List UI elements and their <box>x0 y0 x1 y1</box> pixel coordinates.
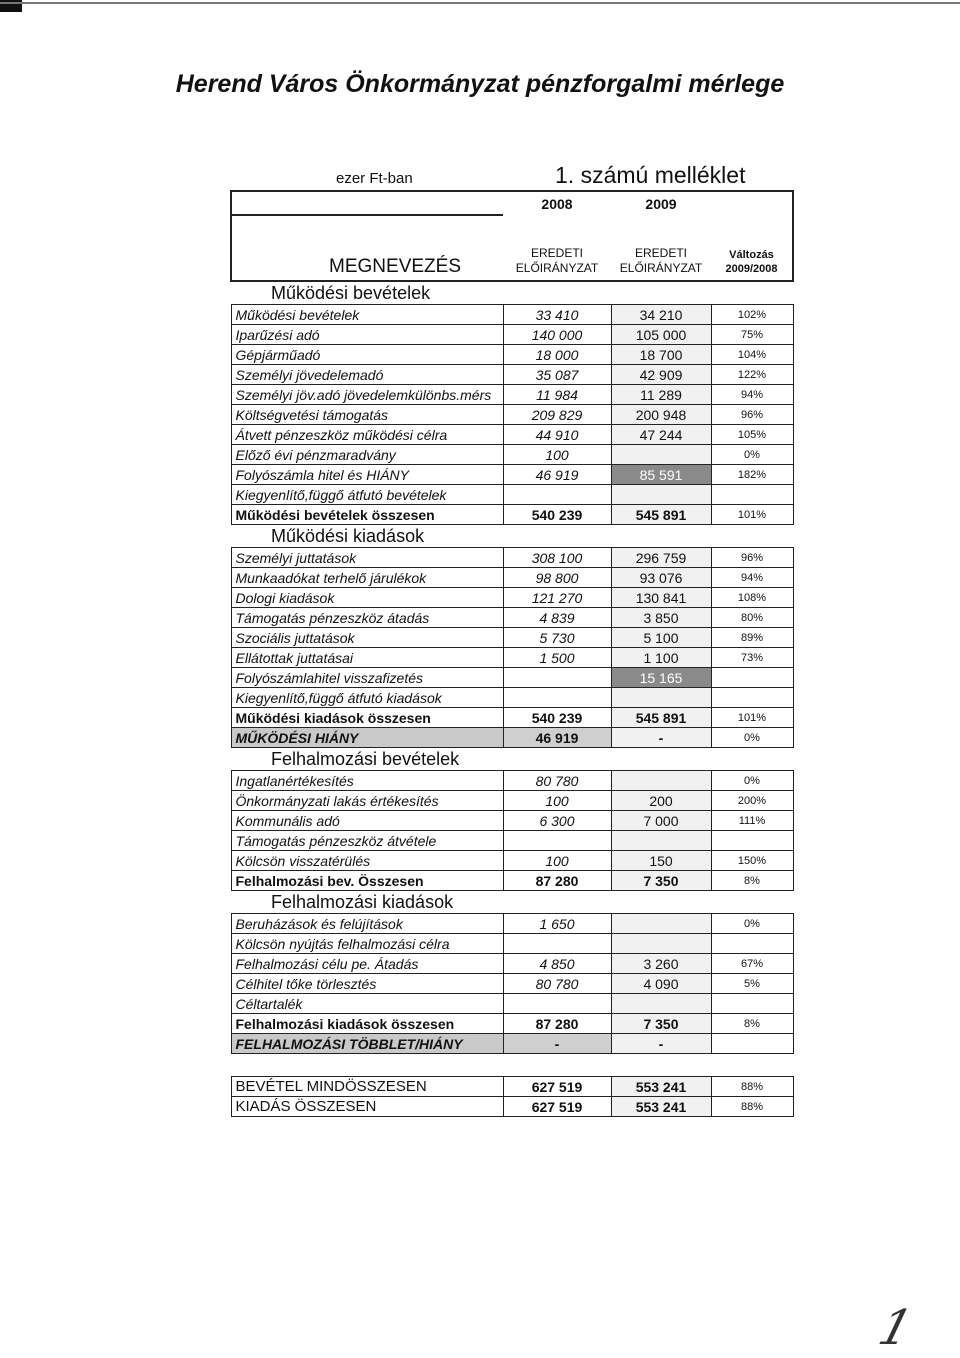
value-2009: 7 350 <box>611 1014 711 1034</box>
table-row <box>231 608 793 628</box>
change-percent: 75% <box>711 325 793 345</box>
col-2008-header: EREDETI ELŐIRÁNYZAT <box>503 215 611 281</box>
section-header <box>231 748 793 771</box>
value-2008: 4 839 <box>503 608 611 628</box>
value-2009 <box>611 771 711 791</box>
row-label: Felhalmozási kiadások összesen <box>231 1014 503 1034</box>
value-2009 <box>611 485 711 505</box>
value-2008: 11 984 <box>503 385 611 405</box>
table-row <box>231 974 793 994</box>
table-row <box>231 831 793 851</box>
change-percent: 101% <box>711 708 793 728</box>
value-2008 <box>503 688 611 708</box>
change-percent <box>711 485 793 505</box>
table-row <box>231 954 793 974</box>
balance-table <box>230 190 794 1117</box>
value-2009: 553 241 <box>611 1077 711 1097</box>
table-row <box>231 365 793 385</box>
row-label: Célhitel tőke törlesztés <box>231 974 503 994</box>
change-percent: 80% <box>711 608 793 628</box>
table-row <box>231 548 793 568</box>
value-2009: 545 891 <box>611 708 711 728</box>
change-percent: 111% <box>711 811 793 831</box>
value-2009: 34 210 <box>611 305 711 325</box>
value-2009: 15 165 <box>611 668 711 688</box>
unit-label: ezer Ft-ban <box>336 170 413 187</box>
value-2009: 11 289 <box>611 385 711 405</box>
value-2009: 85 591 <box>611 465 711 485</box>
table-row <box>231 708 793 728</box>
change-column-header: Változás 2009/2008 <box>711 215 793 281</box>
grand-total-row <box>231 1097 793 1117</box>
table-row <box>231 791 793 811</box>
table-row <box>231 345 793 365</box>
change-percent: 182% <box>711 465 793 485</box>
value-2008: - <box>503 1034 611 1054</box>
value-2009: 4 090 <box>611 974 711 994</box>
change-percent: 105% <box>711 425 793 445</box>
row-label: Személyi jövedelemadó <box>231 365 503 385</box>
table-row <box>231 851 793 871</box>
change-percent: 88% <box>711 1077 793 1097</box>
row-label: Felhalmozási célu pe. Átadás <box>231 954 503 974</box>
row-label: Céltartalék <box>231 994 503 1014</box>
document-title: Herend Város Önkormányzat pénzforgalmi mérlege <box>175 70 785 98</box>
value-2008: 46 919 <box>503 728 611 748</box>
value-2009: 150 <box>611 851 711 871</box>
row-label: Felhalmozási bev. Összesen <box>231 871 503 891</box>
row-label: Munkaadókat terhelő járulékok <box>231 568 503 588</box>
row-label: Kiegyenlítő,függő átfutó kiadások <box>231 688 503 708</box>
table-row <box>231 688 793 708</box>
row-label: Működési bevételek <box>231 305 503 325</box>
row-label: Kölcsön visszatérülés <box>231 851 503 871</box>
table-row <box>231 385 793 405</box>
change-percent: 150% <box>711 851 793 871</box>
section-header <box>231 525 793 548</box>
change-percent: 200% <box>711 791 793 811</box>
value-2008: 18 000 <box>503 345 611 365</box>
table-row <box>231 728 793 748</box>
table-row <box>231 568 793 588</box>
row-label: BEVÉTEL MINDÖSSZESEN <box>231 1077 503 1097</box>
value-2009: - <box>611 1034 711 1054</box>
value-2008: 100 <box>503 791 611 811</box>
row-label: Szociális juttatások <box>231 628 503 648</box>
table-row <box>231 425 793 445</box>
change-percent <box>711 688 793 708</box>
value-2008: 46 919 <box>503 465 611 485</box>
value-2008: 100 <box>503 851 611 871</box>
row-label: Működési bevételek összesen <box>231 505 503 525</box>
table-row <box>231 628 793 648</box>
change-percent: 94% <box>711 385 793 405</box>
section-header <box>231 891 793 914</box>
value-2008: 100 <box>503 445 611 465</box>
value-2009: 545 891 <box>611 505 711 525</box>
table-row <box>231 648 793 668</box>
value-2008: 540 239 <box>503 708 611 728</box>
value-2008: 80 780 <box>503 974 611 994</box>
value-2009: 296 759 <box>611 548 711 568</box>
table-row <box>231 871 793 891</box>
value-2008: 627 519 <box>503 1097 611 1117</box>
change-percent: 108% <box>711 588 793 608</box>
change-percent: 0% <box>711 914 793 934</box>
value-2008: 4 850 <box>503 954 611 974</box>
row-label: Költségvetési támogatás <box>231 405 503 425</box>
change-percent: 0% <box>711 771 793 791</box>
change-percent: 5% <box>711 974 793 994</box>
section-header <box>231 281 793 305</box>
table-row <box>231 505 793 525</box>
value-2009: 105 000 <box>611 325 711 345</box>
section-title: Működési kiadások <box>271 526 425 546</box>
table-row <box>231 934 793 954</box>
change-percent <box>711 668 793 688</box>
value-2008: 5 730 <box>503 628 611 648</box>
column-header-row <box>231 215 793 281</box>
section-title: Felhalmozási kiadások <box>271 892 454 912</box>
change-percent: 0% <box>711 445 793 465</box>
value-2008: 308 100 <box>503 548 611 568</box>
table-row <box>231 811 793 831</box>
table-row <box>231 405 793 425</box>
row-label: MŰKÖDÉSI HIÁNY <box>231 728 503 748</box>
value-2008: 87 280 <box>503 1014 611 1034</box>
row-label: Kölcsön nyújtás felhalmozási célra <box>231 934 503 954</box>
table-row <box>231 325 793 345</box>
value-2008: 121 270 <box>503 588 611 608</box>
change-percent: 101% <box>711 505 793 525</box>
name-column-header: MEGNEVEZÉS <box>231 215 503 281</box>
value-2009: - <box>611 728 711 748</box>
value-2009: 7 350 <box>611 871 711 891</box>
value-2009: 200 948 <box>611 405 711 425</box>
row-label: Folyószámlahitel visszafizetés <box>231 668 503 688</box>
row-label: Ellátottak juttatásai <box>231 648 503 668</box>
grand-total-row <box>231 1077 793 1097</box>
table-row <box>231 771 793 791</box>
value-2009: 5 100 <box>611 628 711 648</box>
change-percent: 102% <box>711 305 793 325</box>
row-label: Folyószámla hitel és HIÁNY <box>231 465 503 485</box>
value-2008: 1 500 <box>503 648 611 668</box>
value-2008: 44 910 <box>503 425 611 445</box>
table-row <box>231 485 793 505</box>
value-2009: 47 244 <box>611 425 711 445</box>
change-percent: 104% <box>711 345 793 365</box>
row-label: Iparűzési adó <box>231 325 503 345</box>
change-percent: 88% <box>711 1097 793 1117</box>
row-label: Működési kiadások összesen <box>231 708 503 728</box>
annex-label: 1. számú melléklet <box>555 162 746 188</box>
value-2009 <box>611 831 711 851</box>
row-label: Kiegyenlítő,függő átfutó bevételek <box>231 485 503 505</box>
row-label: Gépjárműadó <box>231 345 503 365</box>
change-percent: 96% <box>711 405 793 425</box>
value-2008: 98 800 <box>503 568 611 588</box>
year-2009: 2009 <box>611 191 711 215</box>
change-percent: 94% <box>711 568 793 588</box>
value-2009: 7 000 <box>611 811 711 831</box>
table-row <box>231 588 793 608</box>
scan-top-rule <box>0 2 960 4</box>
table-row <box>231 994 793 1014</box>
row-label: Önkormányzati lakás értékesítés <box>231 791 503 811</box>
value-2008 <box>503 994 611 1014</box>
section-title: Felhalmozási bevételek <box>271 749 460 769</box>
value-2009 <box>611 914 711 934</box>
spacer-row <box>231 1054 793 1077</box>
value-2009: 3 260 <box>611 954 711 974</box>
table-row <box>231 465 793 485</box>
change-percent: 96% <box>711 548 793 568</box>
value-2008: 140 000 <box>503 325 611 345</box>
change-percent: 73% <box>711 648 793 668</box>
year-2008: 2008 <box>503 191 611 215</box>
change-percent: 8% <box>711 871 793 891</box>
row-label: Előző évi pénzmaradvány <box>231 445 503 465</box>
table-row <box>231 445 793 465</box>
value-2008: 35 087 <box>503 365 611 385</box>
value-2008 <box>503 485 611 505</box>
change-percent <box>711 1034 793 1054</box>
value-2009: 93 076 <box>611 568 711 588</box>
value-2009: 130 841 <box>611 588 711 608</box>
change-percent: 8% <box>711 1014 793 1034</box>
value-2008 <box>503 831 611 851</box>
value-2008: 33 410 <box>503 305 611 325</box>
table-row <box>231 1034 793 1054</box>
row-label: Átvett pénzeszköz működési célra <box>231 425 503 445</box>
value-2008: 1 650 <box>503 914 611 934</box>
page-number: 1 <box>866 1300 924 1356</box>
value-2009 <box>611 445 711 465</box>
row-label: Ingatlanértékesítés <box>231 771 503 791</box>
table-row <box>231 668 793 688</box>
value-2008: 209 829 <box>503 405 611 425</box>
value-2008: 627 519 <box>503 1077 611 1097</box>
change-percent <box>711 934 793 954</box>
section-title: Működési bevételek <box>271 283 431 303</box>
value-2008: 80 780 <box>503 771 611 791</box>
table-row <box>231 914 793 934</box>
table-row <box>231 1014 793 1034</box>
value-2009: 1 100 <box>611 648 711 668</box>
table-row <box>231 305 793 325</box>
value-2009 <box>611 994 711 1014</box>
year-header-row <box>231 191 793 215</box>
value-2008 <box>503 934 611 954</box>
row-label: Támogatás pénzeszköz átadás <box>231 608 503 628</box>
row-label: Dologi kiadások <box>231 588 503 608</box>
change-percent: 0% <box>711 728 793 748</box>
col-2009-header: EREDETI ELŐIRÁNYZAT <box>611 215 711 281</box>
row-label: Támogatás pénzeszköz átvétele <box>231 831 503 851</box>
value-2009: 42 909 <box>611 365 711 385</box>
row-label: Személyi juttatások <box>231 548 503 568</box>
change-percent: 122% <box>711 365 793 385</box>
value-2008: 540 239 <box>503 505 611 525</box>
value-2009: 3 850 <box>611 608 711 628</box>
value-2009: 200 <box>611 791 711 811</box>
value-2009 <box>611 934 711 954</box>
value-2008: 87 280 <box>503 871 611 891</box>
change-percent: 67% <box>711 954 793 974</box>
value-2009 <box>611 688 711 708</box>
row-label: Beruházások és felújítások <box>231 914 503 934</box>
change-percent <box>711 831 793 851</box>
row-label: FELHALMOZÁSI TÖBBLET/HIÁNY <box>231 1034 503 1054</box>
change-percent: 89% <box>711 628 793 648</box>
row-label: Személyi jöv.adó jövedelemkülönbs.mérs <box>231 385 503 405</box>
value-2008: 6 300 <box>503 811 611 831</box>
row-label: Kommunális adó <box>231 811 503 831</box>
value-2009: 553 241 <box>611 1097 711 1117</box>
value-2008 <box>503 668 611 688</box>
value-2009: 18 700 <box>611 345 711 365</box>
row-label: KIADÁS ÖSSZESEN <box>231 1097 503 1117</box>
change-percent <box>711 994 793 1014</box>
